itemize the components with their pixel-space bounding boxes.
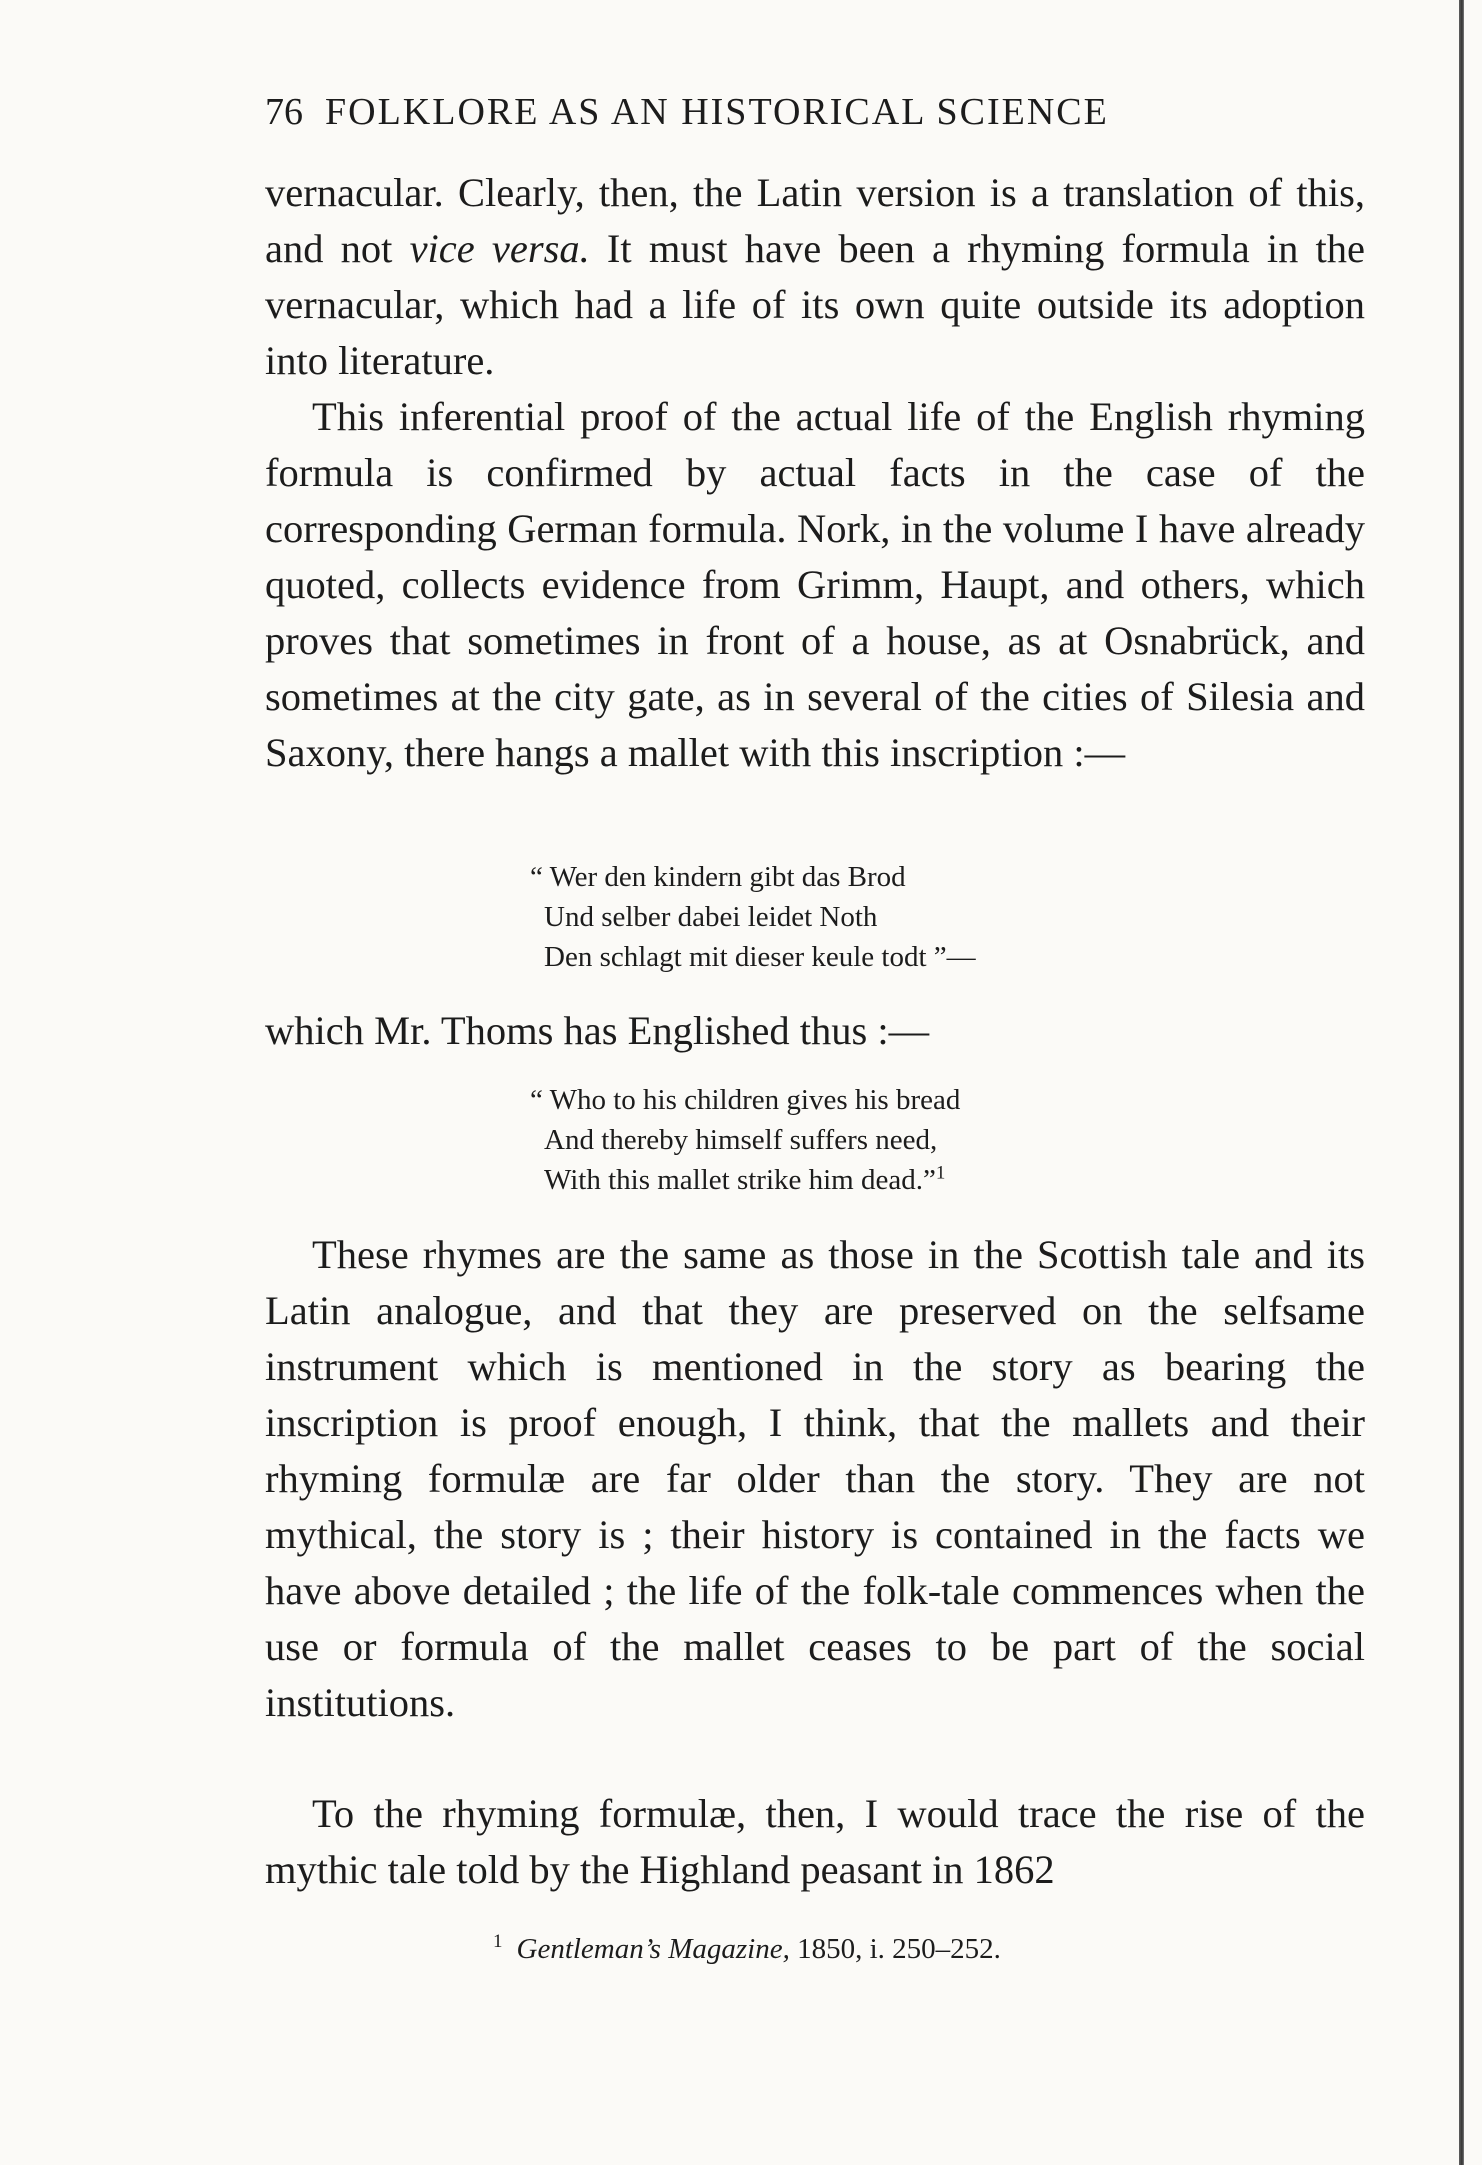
page-number: 76 xyxy=(265,91,303,133)
page-edge xyxy=(1459,0,1464,2165)
running-title: FOLKLORE AS AN HISTORICAL SCIENCE xyxy=(325,91,1109,133)
verse-line: Den schlagt mit dieser keule todt ”— xyxy=(544,941,976,973)
paragraph-1 xyxy=(265,165,1365,389)
footnote-marker: 1 xyxy=(493,1931,503,1953)
verse-line: With this mallet strike him dead.” xyxy=(544,1164,936,1196)
verse-line: “ Who to his children gives his bread xyxy=(530,1084,961,1116)
footnote-source: Gentleman’s Magazine, xyxy=(516,1933,790,1965)
paragraph-4: These rhymes are the same as those in the Scottish tale and its Latin analogue, and that they are preserved on the selfsame instrument which is mentioned in the story as bearing the inscription is proof enough, I think, that the mallets and their rhyming formulæ are far older than the story. They are not mythical, the story is ; their history is contained in the facts we have above detailed ; the life of the folk-tale commences when the use or formula of the mallet ceases to be part of the social institutions. xyxy=(265,1232,1365,1725)
english-verse xyxy=(530,1080,960,1200)
paragraph-2: This inferential proof of the actual life of the English rhyming formula is confirmed by actual facts in the case of the corresponding German formula. Nork, in the volume I have already quoted, collects evidence from Grimm, Haupt, and others, which proves that sometimes in front of a house, as at Osnabrück, and sometimes at the city gate, as in several of the cities of Silesia and Saxony, there hangs a mallet with this inscription :— xyxy=(265,394,1365,775)
verse-line-with-note xyxy=(530,1160,960,1200)
footnote-citation: 1850, i. 250–252. xyxy=(789,1933,1001,1965)
verse-line: And thereby himself suffers need, xyxy=(544,1124,938,1156)
paragraph-5: To the rhyming formulæ, then, I would trace the rise of the mythic tale told by the Highland peasant in 1862 xyxy=(265,1791,1365,1892)
verse-line: Und selber dabei leidet Noth xyxy=(544,901,878,933)
german-verse xyxy=(530,857,976,977)
italic-phrase: vice versa. xyxy=(409,226,590,271)
running-header xyxy=(265,90,1365,134)
paragraph-3: which Mr. Thoms has Englished thus :— xyxy=(265,1008,930,1053)
paragraph-1-start: vernacular. Clearly, then, the Latin version is a translation of this, and not xyxy=(265,170,1365,271)
paragraph-1-end: It must have been a rhyming formula in the vernacular, which had a life of its own quite outside its adoption into literature. xyxy=(265,226,1366,383)
footnote xyxy=(493,1933,1001,1966)
verse-line: “ Wer den kindern gibt das Brod xyxy=(530,861,906,893)
footnote-reference: 1 xyxy=(935,1162,946,1184)
